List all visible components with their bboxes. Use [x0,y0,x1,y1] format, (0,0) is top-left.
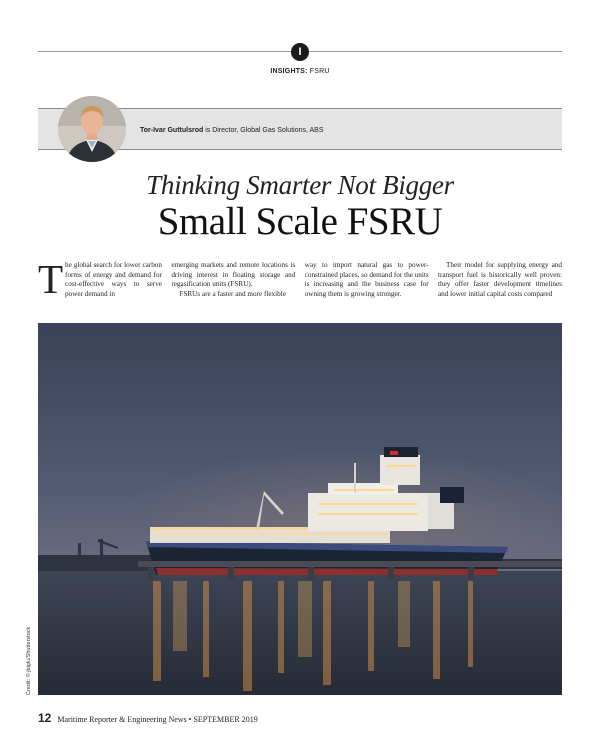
article-body [38,261,562,309]
page-footer [38,711,258,725]
body-column-1 [38,261,162,309]
section-label [0,68,600,75]
author-role: is Director, Global Gas Solutions, ABS [205,127,324,134]
photo-credit: Credit: © jbiglu/Shutterstock [26,626,32,695]
body-column-4 [438,261,562,309]
insights-icon: I [291,43,309,61]
article-kicker: Thinking Smarter Not Bigger [146,170,454,200]
section-topic: FSRU [309,68,330,75]
body-column-2 [171,261,295,309]
drop-cap: T [38,261,64,302]
section-label-prefix: INSIGHTS: [270,68,308,75]
body-paragraph: Their model for supplying energy and transport fuel is historically well proven: they offer faster development timelines and lower initial capital costs compared [437,261,562,299]
author-photo [58,96,126,162]
body-column-3 [305,261,429,309]
body-paragraph: emerging markets and remote locations is driving interest in floating storage and regasification units (FSRU). [171,261,296,289]
page-number: 12 [38,711,52,725]
body-paragraph: FSRUs are a faster and more flexible [179,290,286,299]
article-headline: Small Scale FSRU [157,200,443,243]
body-text: he global search for lower carbon forms of energy and demand for cost-effective ways to serve power demand in [65,261,162,299]
author-name: Tor-Ivar Guttulsrod [140,127,204,134]
publication-line: Maritime Reporter & Engineering News • SEPTEMBER 2019 [57,715,258,724]
author-credit [140,127,324,134]
body-paragraph: way to import natural gas to power-constrained places, so demand for the units is increasing and the business case for owning them is growing stronger. [304,261,429,299]
fsru-ship-photo [38,323,562,695]
